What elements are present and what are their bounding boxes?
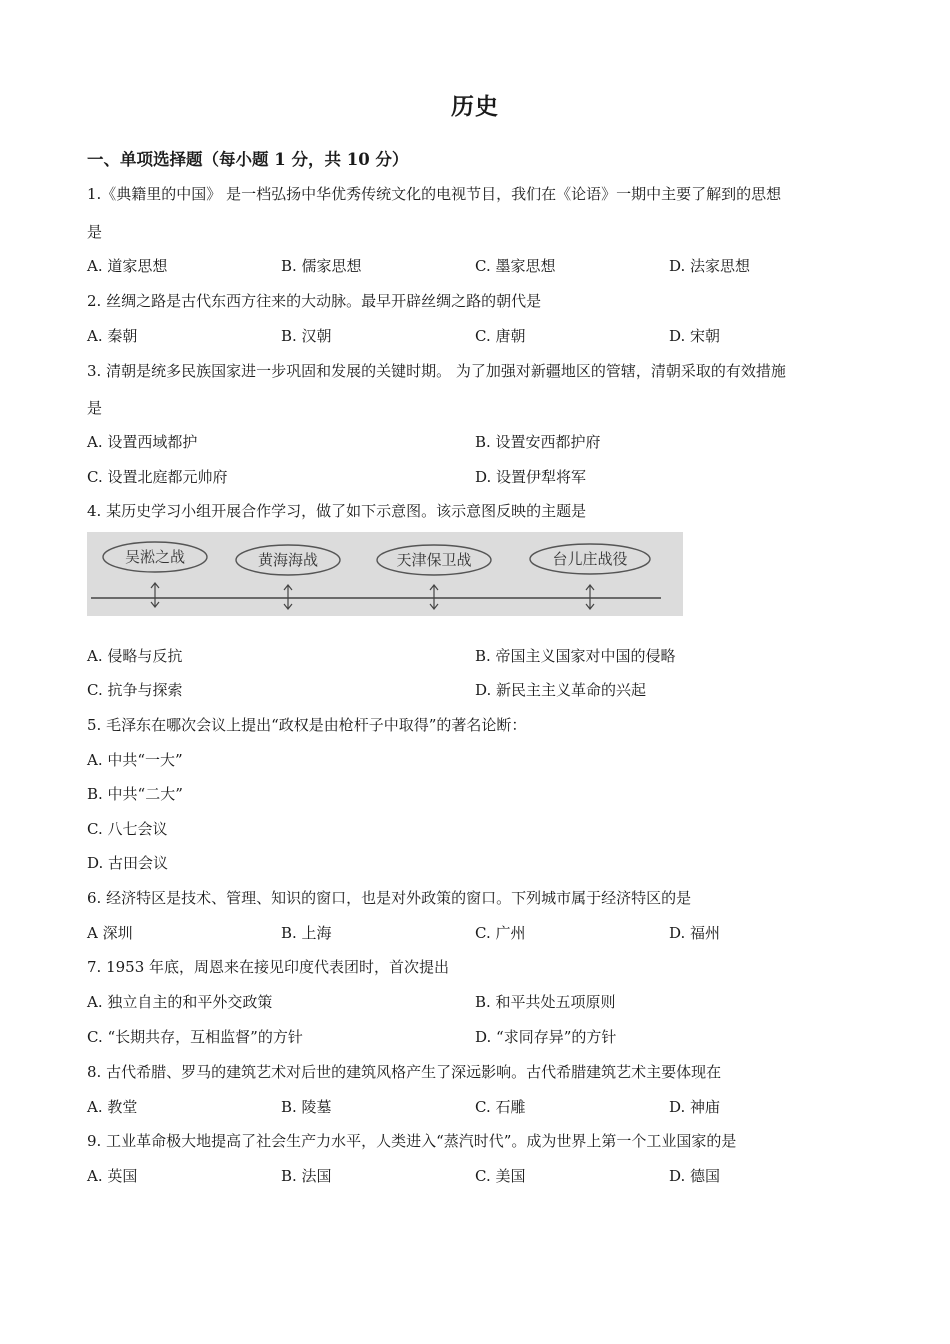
q7-option-c: C. “长期共存，互相监督”的方针 [87, 1028, 303, 1046]
q8-option-c: C. 石雕 [475, 1098, 526, 1116]
q2-option-a: A. 秦朝 [87, 327, 138, 345]
q5-option-c: C. 八七会议 [87, 820, 168, 838]
q8-option-b: B. 陵墓 [281, 1098, 332, 1116]
q1-option-c: C. 墨家思想 [475, 257, 556, 275]
timeline-figure [87, 532, 683, 616]
q4-option-b: B. 帝国主义国家对中国的侵略 [475, 647, 676, 665]
q4-option-d: D. 新民主主义革命的兴起 [475, 681, 647, 699]
q3-option-c: C. 设置北庭都元帅府 [87, 468, 228, 486]
q2-stem: 2. 丝绸之路是古代东西方往来的大动脉。最早开辟丝绸之路的朝代是 [87, 292, 542, 310]
q7-option-b: B. 和平共处五项原则 [475, 993, 616, 1011]
event-label: 黄海海战 [257, 551, 319, 569]
q5-option-a: A. 中共“一大” [87, 751, 183, 769]
q1-option-b: B. 儒家思想 [281, 257, 362, 275]
q8-option-d: D. 神庙 [669, 1098, 721, 1116]
q4-option-a: A. 侵略与反抗 [87, 647, 183, 665]
q7-option-a: A. 独立自主的和平外交政策 [87, 993, 273, 1011]
q6-option-c: C. 广州 [475, 924, 526, 942]
q9-option-a: A. 英国 [87, 1167, 138, 1185]
q9-option-d: D. 德国 [669, 1167, 721, 1185]
q7-stem: 7. 1953 年底，周恩来在接见印度代表团时，首次提出 [87, 958, 450, 976]
q1-option-a: A. 道家思想 [87, 257, 168, 275]
timeline-event-3 [377, 545, 491, 609]
event-label: 吴淞之战 [124, 548, 186, 566]
q3-option-a: A. 设置西域都护 [87, 433, 198, 451]
q4-stem: 4. 某历史学习小组开展合作学习，做了如下示意图。该示意图反映的主题是 [87, 502, 587, 520]
q3-option-d: D. 设置伊犁将军 [475, 468, 587, 486]
page-title: 历史 [451, 93, 499, 120]
timeline-event-2 [236, 545, 340, 609]
q9-option-c: C. 美国 [475, 1167, 526, 1185]
q6-option-b: B. 上海 [281, 924, 332, 942]
q3-stem-line2: 是 [87, 399, 103, 417]
q6-option-d: D. 福州 [669, 924, 721, 942]
event-label: 台儿庄战役 [552, 550, 628, 568]
q6-stem: 6. 经济特区是技术、管理、知识的窗口，也是对外政策的窗口。下列城市属于经济特区的是 [87, 889, 692, 907]
q4-option-c: C. 抗争与探索 [87, 681, 183, 699]
q7-option-d: D. “求同存异”的方针 [475, 1028, 617, 1046]
q2-option-b: B. 汉朝 [281, 327, 332, 345]
q8-option-a: A. 教堂 [87, 1098, 138, 1116]
q2-option-c: C. 唐朝 [475, 327, 526, 345]
timeline-event-4 [530, 544, 650, 609]
section-heading: 一、单项选择题（每小题 1 分，共 10 分） [87, 150, 409, 169]
q5-stem: 5. 毛泽东在哪次会议上提出“政权是由枪杆子中取得”的著名论断： [87, 716, 527, 734]
q9-stem: 9. 工业革命极大地提高了社会生产力水平，人类进入“蒸汽时代”。成为世界上第一个工业国家的是 [87, 1132, 737, 1150]
event-label: 天津保卫战 [396, 551, 472, 569]
q6-option-a: A 深圳 [87, 924, 133, 942]
q1-option-d: D. 法家思想 [669, 257, 751, 275]
q5-option-d: D. 古田会议 [87, 854, 169, 872]
q9-option-b: B. 法国 [281, 1167, 332, 1185]
q5-option-b: B. 中共“二大” [87, 785, 183, 803]
q3-stem-line1: 3. 清朝是统多民族国家进一步巩固和发展的关键时期。 为了加强对新疆地区的管辖，清朝采取的有效措施 [87, 362, 786, 380]
timeline-diagram [87, 532, 683, 616]
q8-stem: 8. 古代希腊、罗马的建筑艺术对后世的建筑风格产生了深远影响。古代希腊建筑艺术主要体现在 [87, 1063, 722, 1081]
q3-option-b: B. 设置安西都护府 [475, 433, 601, 451]
q1-stem-line2: 是 [87, 223, 103, 241]
q2-option-d: D. 宋朝 [669, 327, 721, 345]
q1-stem-line1: 1.《典籍里的中国》 是一档弘扬中华优秀传统文化的电视节目，我们在《论语》一期中主要了解到的思想 [87, 185, 782, 203]
